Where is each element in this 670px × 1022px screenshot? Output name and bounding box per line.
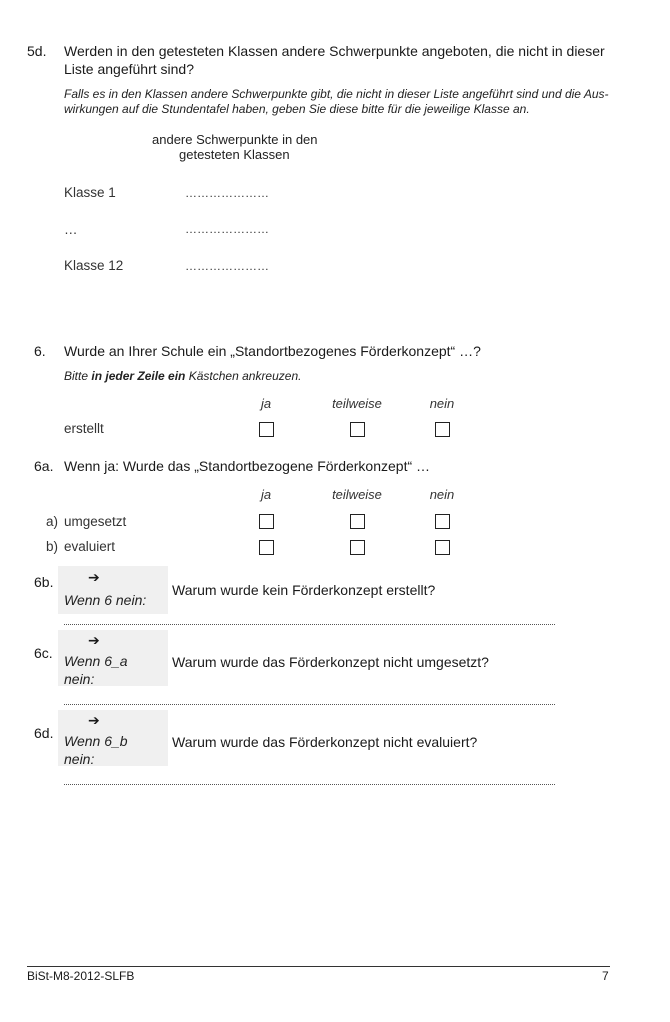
q5d-row-label: Klasse 1: [64, 185, 116, 200]
q6c-condition-line2: nein:: [64, 671, 95, 687]
q6c-answer-line[interactable]: [64, 704, 555, 705]
q6b-number: 6b.: [34, 574, 54, 590]
q5d-row-label: …: [64, 222, 78, 237]
q6-row-label: erstellt: [64, 421, 104, 436]
q6d-question: Warum wurde das Förderkonzept nicht evaluiert?: [172, 734, 478, 750]
q6a-umgesetzt-checkbox-nein[interactable]: [435, 514, 450, 529]
q6-question: Wurde an Ihrer Schule ein „Standortbezogenes Förderkonzept“ …?: [64, 343, 481, 359]
q6-option-teilweise-header: teilweise: [332, 396, 382, 411]
q5d-row-input[interactable]: …………………: [185, 222, 269, 236]
footer-page-number: 7: [602, 969, 609, 983]
q6a-row-label: umgesetzt: [64, 514, 127, 529]
q6a-row-prefix: b): [46, 539, 59, 554]
q5d-instruction-line2: wirkungen auf die Stundentafel haben, geben Sie diese bitte für die jeweilige Klasse an.: [64, 102, 530, 116]
q6-checkbox-nein[interactable]: [435, 422, 450, 437]
q5d-row-input[interactable]: …………………: [185, 259, 269, 273]
q6c-number: 6c.: [34, 645, 53, 661]
q6b-question: Warum wurde kein Förderkonzept erstellt?: [172, 582, 436, 598]
q6b-answer-line[interactable]: [64, 624, 555, 625]
q6d-condition-line1: Wenn 6_b: [64, 733, 128, 749]
q6-checkbox-ja[interactable]: [259, 422, 274, 437]
arrow-icon: ➔: [88, 569, 100, 585]
q6a-row-label: evaluiert: [64, 539, 116, 554]
q6b-condition: Wenn 6 nein:: [64, 592, 147, 608]
q5d-number: 5d.: [27, 43, 47, 59]
q6-checkbox-teilweise[interactable]: [350, 422, 365, 437]
q6d-condition-line2: nein:: [64, 751, 95, 767]
q6d-answer-line[interactable]: [64, 784, 555, 785]
q6a-evaluiert-checkbox-nein[interactable]: [435, 540, 450, 555]
arrow-icon: ➔: [88, 632, 100, 648]
q6c-question: Warum wurde das Förderkonzept nicht umgesetzt?: [172, 654, 489, 670]
q6d-number: 6d.: [34, 725, 54, 741]
q6-number: 6.: [34, 343, 46, 359]
q6a-evaluiert-checkbox-teilweise[interactable]: [350, 540, 365, 555]
q5d-row-label: Klasse 12: [64, 258, 124, 273]
q6a-option-nein-header: nein: [429, 487, 455, 502]
q6a-row-prefix: a): [46, 514, 59, 529]
q5d-row-input[interactable]: …………………: [185, 186, 269, 200]
q6a-umgesetzt-checkbox-ja[interactable]: [259, 514, 274, 529]
q5d-question-line2: Liste angeführt sind?: [64, 61, 194, 77]
q6-option-nein-header: nein: [429, 396, 455, 411]
q6c-condition-line1: Wenn 6_a: [64, 653, 128, 669]
q6a-evaluiert-checkbox-ja[interactable]: [259, 540, 274, 555]
arrow-icon: ➔: [88, 712, 100, 728]
q6a-number: 6a.: [34, 458, 54, 474]
q6a-umgesetzt-checkbox-teilweise[interactable]: [350, 514, 365, 529]
q6a-option-ja-header: ja: [260, 487, 272, 502]
q5d-instruction-line1: Falls es in den Klassen andere Schwerpunkte gibt, die nicht in dieser Liste angeführt sind und die Aus-: [64, 87, 609, 101]
footer-document-code: BiSt-M8-2012-SLFB: [27, 969, 135, 983]
q6-option-ja-header: ja: [260, 396, 272, 411]
q5d-question-line1: Werden in den getesteten Klassen andere Schwerpunkte angeboten, die nicht in dieser: [64, 43, 605, 59]
q6-instruction: Bitte in jeder Zeile ein Kästchen ankreuzen.: [64, 369, 302, 383]
footer-divider: [27, 966, 610, 967]
q5d-column-header-line1: andere Schwerpunkte in den: [152, 132, 318, 147]
q5d-column-header-line2: getesteten Klassen: [179, 147, 290, 162]
q6a-option-teilweise-header: teilweise: [332, 487, 382, 502]
q6a-question: Wenn ja: Wurde das „Standortbezogene Förderkonzept“ …: [64, 458, 431, 474]
